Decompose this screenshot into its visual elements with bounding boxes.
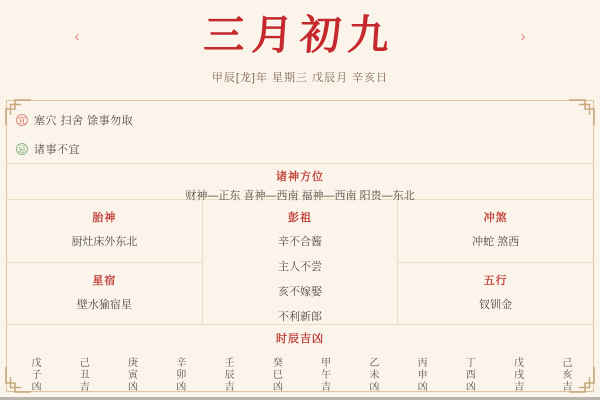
wuxing-cell	[398, 262, 593, 325]
ji-badge-icon: 忌	[18, 145, 26, 154]
almanac-table	[7, 163, 593, 391]
yi-row	[16, 112, 593, 128]
xingxiu-title: 星宿	[92, 275, 117, 287]
gods-direction-title: 诸神方位	[276, 171, 324, 183]
chongsha-title: 冲煞	[483, 212, 508, 224]
hour-item: 壬辰吉	[222, 357, 234, 393]
hour-columns	[7, 347, 593, 397]
ji-text: 诸事不宜	[34, 144, 80, 156]
wuxing-content: 钗钏金	[479, 299, 513, 311]
frame-corner-icon	[569, 367, 595, 393]
hour-item: 辛卯凶	[173, 357, 185, 393]
hour-item: 丁酉凶	[463, 357, 475, 393]
taishen-cell	[7, 200, 202, 262]
prev-day-button[interactable]: ‹	[66, 26, 88, 48]
hours-section	[7, 324, 593, 392]
frame-corner-icon	[5, 367, 31, 393]
detail-grid	[7, 199, 593, 324]
yi-text: 塞穴 扫舍 馀事勿取	[34, 115, 134, 127]
hour-item: 戊戌吉	[511, 357, 523, 393]
pengzu-title: 彭祖	[288, 212, 312, 224]
chongsha-content: 冲蛇 煞西	[472, 236, 520, 248]
yi-badge-icon: 宜	[18, 116, 26, 125]
pengzu-line: 辛不合酱	[278, 236, 322, 248]
wuxing-title: 五行	[483, 275, 508, 287]
header	[0, 0, 600, 90]
hour-item: 癸巳凶	[270, 357, 282, 393]
ji-row	[16, 141, 593, 157]
pengzu-line: 不利新郎	[278, 311, 322, 323]
hour-item: 己丑吉	[77, 357, 89, 393]
hour-item: 庚寅凶	[125, 357, 137, 393]
pengzu-line: 亥不嫁娶	[278, 286, 322, 298]
gods-direction-content: 财神—正东 喜神—西南 福神—西南 阳贵—东北	[185, 190, 415, 202]
taishen-content: 厨灶床外东北	[71, 236, 138, 248]
almanac-frame	[6, 100, 594, 392]
date-subtitle: 甲辰[龙]年 星期三 戊辰月 辛亥日	[211, 72, 389, 84]
taishen-title: 胎神	[92, 212, 117, 224]
page-title: 三月初九	[202, 11, 398, 59]
next-day-button[interactable]: ›	[512, 26, 534, 48]
hour-item: 甲午吉	[318, 357, 330, 393]
pengzu-line: 主人不尝	[278, 261, 322, 273]
frame-corner-icon	[569, 99, 595, 125]
hour-item: 己亥吉	[559, 357, 571, 393]
gods-direction-section	[7, 164, 593, 202]
hour-item: 戊子凶	[29, 357, 40, 393]
frame-corner-icon	[5, 99, 31, 125]
hour-item: 乙未凶	[366, 357, 378, 393]
yi-ji-section	[7, 101, 593, 163]
left-column	[7, 200, 202, 324]
right-column	[398, 200, 593, 324]
xingxiu-content: 壁水㺄宿星	[76, 299, 132, 311]
hours-title: 时辰吉凶	[276, 333, 324, 345]
chongsha-cell	[398, 200, 593, 262]
xingxiu-cell	[7, 262, 202, 325]
hour-item: 丙申凶	[415, 357, 427, 393]
pengzu-cell	[202, 200, 399, 324]
